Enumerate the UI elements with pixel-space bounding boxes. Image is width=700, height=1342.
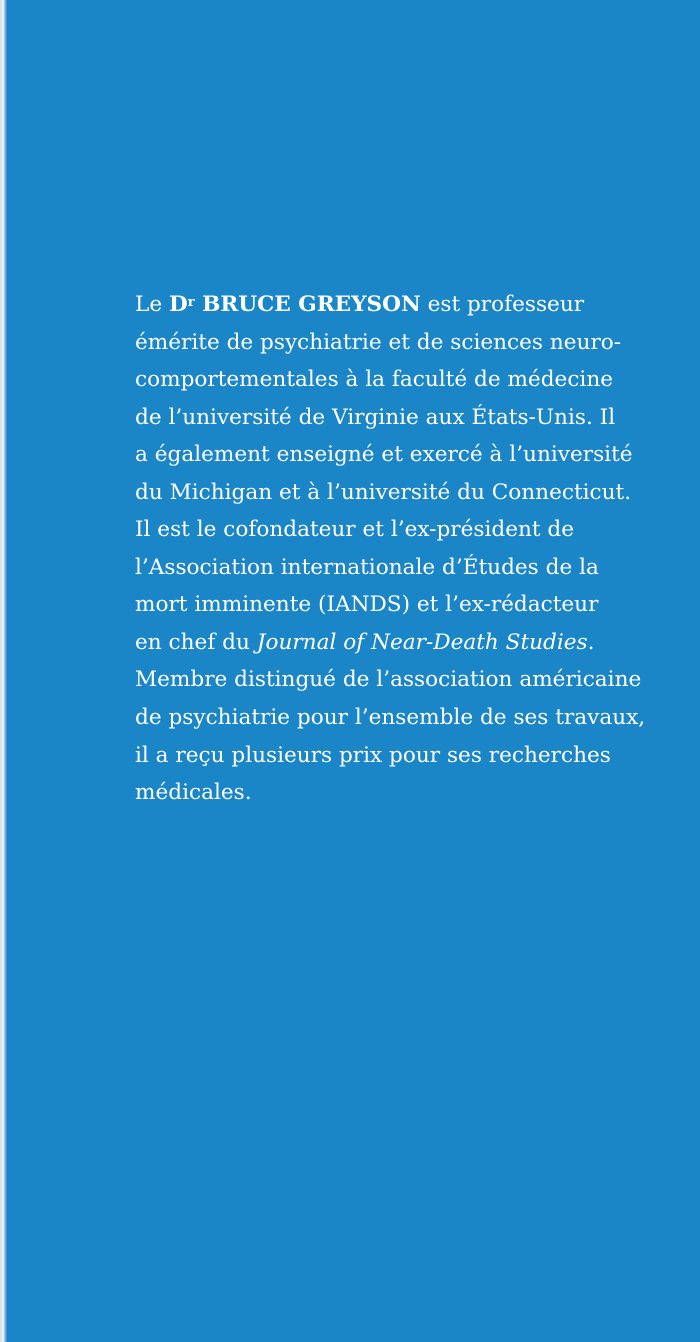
bio-line-2: émérite de psychiatrie et de sciences neuro- — [135, 329, 622, 355]
author-title-superscript: r — [187, 295, 195, 311]
bio-line-3: comportementales à la faculté de médecine — [135, 367, 614, 393]
bio-line-7: Il est le cofondateur et l’ex-président de — [135, 517, 575, 543]
bio-line-8: l’Association internationale d’Études de la — [135, 554, 599, 580]
bio-line-4: de l’université de Virginie aux États-Unis. Il — [135, 404, 616, 430]
bio-line-11: Membre distingué de l’association américaine — [135, 667, 642, 693]
bio-line-9: mort imminente (IANDS) et l’ex-rédacteur — [135, 592, 599, 618]
bio-line-5: a également enseigné et exercé à l’université — [135, 442, 633, 468]
bio-line-10 — [135, 624, 595, 662]
bio-line-6: du Michigan et à l’université du Connecticut. — [135, 479, 632, 505]
author-name — [169, 292, 421, 317]
page-edge — [0, 0, 7, 1342]
journal-title: Journal of Near-Death Studies — [256, 629, 588, 655]
bio-line-12: de psychiatrie pour l’ensemble de ses travaux, — [135, 705, 646, 731]
bio-line-13: il a reçu plusieurs prix pour ses recherches — [135, 742, 611, 768]
bio-line-14: médicales. — [135, 780, 252, 806]
bio-text: Le — [135, 292, 163, 317]
bio-text: est professeur — [427, 292, 585, 317]
author-biography — [135, 286, 646, 812]
bio-text: . — [587, 629, 595, 655]
author-title: D — [169, 292, 188, 317]
bio-line-1 — [135, 286, 585, 324]
author-name-text: BRUCE GREYSON — [202, 292, 421, 317]
bio-text: en chef du — [135, 629, 250, 655]
